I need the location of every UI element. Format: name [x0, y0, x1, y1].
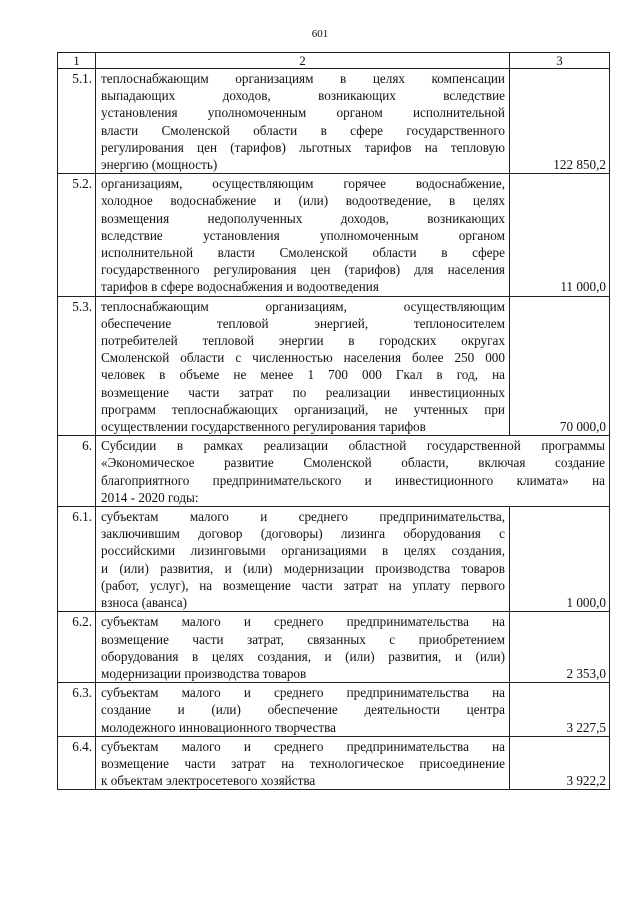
text-line: молодежного инновационного творчества — [101, 719, 337, 735]
text-line: энергию (мощность) — [101, 157, 218, 173]
text-line: возмещения недополученных доходов, возникающих — [101, 210, 505, 226]
text-line: Субсидии в рамках реализации областной государственной программы — [101, 438, 605, 454]
text-line: «Экономическое развитие Смоленской области, включая создание — [101, 455, 605, 471]
text-line: потребителей тепловой энергии в городских округах — [101, 333, 505, 349]
text-line: человек в объеме не менее 1 700 000 Гкал в год, на — [101, 367, 505, 383]
text-line: возмещение части затрат, связанных с приобретением — [101, 631, 505, 647]
text-line: выпадающих доходов, возникающих вследствие — [101, 88, 505, 104]
table-row — [58, 296, 610, 436]
text-line: субъектам малого и среднего предпринимательства на — [101, 685, 505, 701]
text-line: и (или) развития, и (или) модернизации производства товаров — [101, 560, 505, 576]
row-description — [96, 612, 510, 683]
row-amount: 11 000,0 — [510, 174, 610, 296]
table-row — [58, 683, 610, 737]
table-row — [58, 174, 610, 296]
text-line: вследствие установления уполномоченным органом — [101, 227, 505, 243]
text-line: субъектам малого и среднего предпринимательства на — [101, 738, 505, 754]
row-number: 6. — [58, 436, 96, 507]
text-line: российскими лизинговыми организациями в целях создания, — [101, 543, 505, 559]
row-amount: 70 000,0 — [510, 296, 610, 436]
table-row — [58, 612, 610, 683]
text-line: осуществлении государственного регулирования тарифов — [101, 419, 426, 435]
table-row — [58, 436, 610, 507]
table-row — [58, 507, 610, 612]
text-line: 2014 - 2020 годы: — [101, 489, 199, 505]
text-line: власти Смоленской области в сфере государственного — [101, 122, 505, 138]
row-amount: 122 850,2 — [510, 69, 610, 174]
text-line: оборудования в целях создания, и (или) развития, и (или) — [101, 648, 505, 664]
text-line: взноса (аванса) — [101, 595, 188, 611]
table-header-row — [58, 53, 610, 69]
text-line: программ теплоснабжающих организаций, не учтенных при — [101, 401, 505, 417]
row-number: 6.1. — [58, 507, 96, 612]
row-amount: 3 227,5 — [510, 683, 610, 737]
text-line: благоприятного предпринимательского и инвестиционного климата» на — [101, 472, 605, 488]
text-line: возмещение части затрат по реализации инвестиционных — [101, 384, 505, 400]
text-line: государственного регулирования цен (тарифов) для населения — [101, 262, 505, 278]
text-line: субъектам малого и среднего предпринимательства, — [101, 509, 505, 525]
row-number: 6.3. — [58, 683, 96, 737]
text-line: Смоленской области с численностью населения более 250 000 — [101, 350, 505, 366]
row-description — [96, 683, 510, 737]
row-description — [96, 174, 510, 296]
text-line: субъектам малого и среднего предпринимательства на — [101, 614, 505, 630]
row-amount: 3 922,2 — [510, 736, 610, 790]
text-line: к объектам электросетевого хозяйства — [101, 773, 316, 789]
text-line: теплоснабжающим организациям в целях компенсации — [101, 71, 505, 86]
row-description — [96, 296, 510, 436]
text-line: (работ, услуг), на возмещение части затрат на уплату первого — [101, 577, 505, 593]
row-number: 5.3. — [58, 296, 96, 436]
text-line: регулирования цен (тарифов) льготных тарифов на тепловую — [101, 139, 505, 155]
text-line: обеспечение тепловой энергией, теплоносителем — [101, 315, 505, 331]
text-line: модернизации производства товаров — [101, 665, 307, 681]
text-line: исполнительной власти Смоленской области в сфере — [101, 245, 505, 261]
header-col-3: 3 — [510, 53, 610, 69]
row-number: 5.2. — [58, 174, 96, 296]
row-amount: 1 000,0 — [510, 507, 610, 612]
row-description — [96, 436, 610, 507]
row-number: 5.1. — [58, 69, 96, 174]
text-line: организациям, осуществляющим горячее водоснабжение, — [101, 176, 505, 192]
page-number: 601 — [311, 28, 329, 40]
text-line: теплоснабжающим организациям, осуществляющим — [101, 298, 505, 314]
header-col-2: 2 — [96, 53, 510, 69]
header-col-1: 1 — [58, 53, 96, 69]
row-description — [96, 69, 510, 174]
row-number: 6.2. — [58, 612, 96, 683]
row-amount: 2 353,0 — [510, 612, 610, 683]
text-line: тарифов в сфере водоснабжения и водоотведения — [101, 279, 379, 295]
budget-table — [57, 52, 610, 790]
row-number: 6.4. — [58, 736, 96, 790]
row-description — [96, 507, 510, 612]
table-row — [58, 736, 610, 790]
text-line: создание и (или) обеспечение деятельности центра — [101, 702, 505, 718]
text-line: установления уполномоченным органом исполнительной — [101, 105, 505, 121]
text-line: заключившим договор (договоры) лизинга оборудования с — [101, 526, 505, 542]
table-row — [58, 69, 610, 174]
row-description — [96, 736, 510, 790]
text-line: возмещение части затрат на технологическое присоединение — [101, 755, 505, 771]
text-line: холодное водоснабжение и (или) водоотведение, в целях — [101, 193, 505, 209]
